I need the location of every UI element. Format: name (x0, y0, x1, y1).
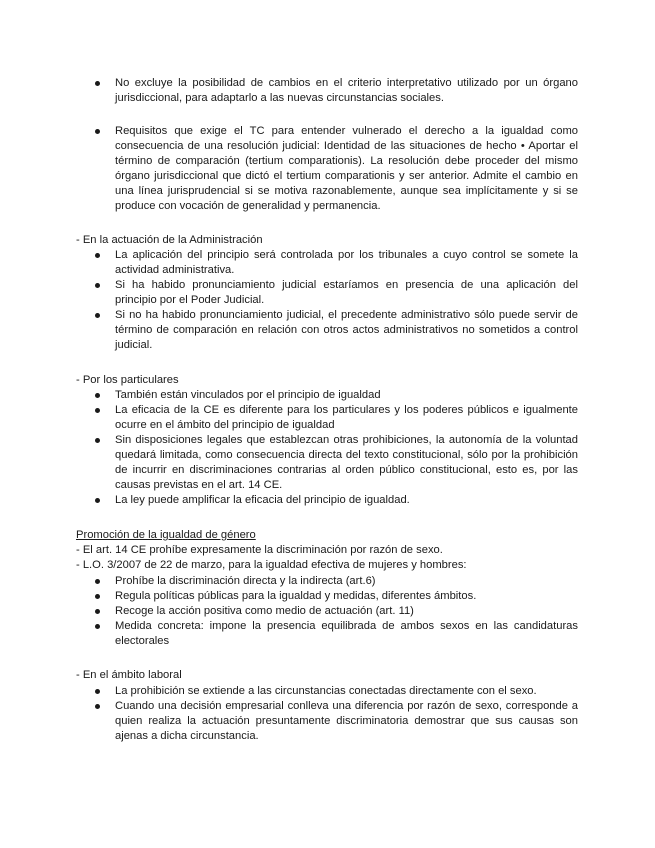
bullet-icon (95, 624, 100, 629)
genero-line-2: - L.O. 3/2007 de 22 de marzo, para la igualdad efectiva de mujeres y hombres: (76, 559, 467, 571)
list-item: Si no ha habido pronunciamiento judicial, el precedente administrativo sólo puede servir de término de comparación en relación con otros actos administrativos no sometidos a control judicial. (115, 308, 578, 353)
list-item: La prohibición se extiende a las circunstancias conectadas directamente con el sexo. (115, 684, 578, 699)
section-heading-particulares: - Por los particulares (76, 374, 179, 386)
list-item: También están vinculados por el principio de igualdad (115, 388, 578, 403)
bullet-icon (95, 283, 100, 288)
bullet-icon (95, 594, 100, 599)
bullet-icon (95, 579, 100, 584)
bullet-icon (95, 81, 100, 86)
bullet-icon (95, 438, 100, 443)
bullet-icon (95, 689, 100, 694)
administracion-list (0, 248, 655, 353)
list-item: Cuando una decisión empresarial conlleva una diferencia por razón de sexo, corresponde a quien realiza la actuación presuntamente discriminatoria demostrar que sus causas son ajenas a dicha circunstancia. (115, 699, 578, 744)
list-item: No excluye la posibilidad de cambios en el criterio interpretativo utilizado por un órgano jurisdiccional, para adaptarlo a las nuevas circunstancias sociales. (115, 76, 578, 106)
bullet-icon (95, 313, 100, 318)
top-bullet-1-block (0, 76, 655, 106)
bullet-icon (95, 498, 100, 503)
list-item: Prohíbe la discriminación directa y la indirecta (art.6) (115, 574, 578, 589)
list-item: La eficacia de la CE es diferente para los particulares y los poderes públicos e igualmente ocurre en el ámbito del principio de igualdad (115, 403, 578, 433)
section-heading-administracion: - En la actuación de la Administración (76, 234, 263, 246)
bullet-icon (95, 393, 100, 398)
top-bullet-2-block (0, 124, 655, 214)
bullet-icon (95, 129, 100, 134)
bullet-icon (95, 253, 100, 258)
list-item: Regula políticas públicas para la igualdad y medidas, diferentes ámbitos. (115, 589, 578, 604)
list-item: Sin disposiciones legales que establezcan otras prohibiciones, la autonomía de la voluntad quedará limitada, como consecuencia directa del texto constitucional, sólo por la prohibición de incurrir en discriminaciones contrarias al orden público constitucional, esto es, por las causas previstas en el art. 14 CE. (115, 433, 578, 493)
section-title-genero: Promoción de la igualdad de género (76, 529, 256, 541)
list-item: La ley puede amplificar la eficacia del principio de igualdad. (115, 493, 578, 508)
laboral-list (0, 684, 655, 744)
list-item: Recoge la acción positiva como medio de actuación (art. 11) (115, 604, 578, 619)
particulares-list (0, 388, 655, 508)
list-item: Requisitos que exige el TC para entender vulnerado el derecho a la igualdad como consecuencia de una resolución judicial: Identidad de las situaciones de hecho • Aportar el término de comparación (tertium comparationis). La resolución debe proceder del mismo órgano jurisdiccional que dictó el tertium comparationis y ser anterior. Admite el cambio en una línea jurisprudencial si se motiva razonablemente, aunque sea implícitamente y si se produce con vocación de generalidad y permanencia. (115, 124, 578, 214)
bullet-icon (95, 408, 100, 413)
list-item: La aplicación del principio será controlada por los tribunales a cuyo control se somete la actividad administrativa. (115, 248, 578, 278)
bullet-icon (95, 609, 100, 614)
list-item: Medida concreta: impone la presencia equilibrada de ambos sexos en las candidaturas electorales (115, 619, 578, 649)
genero-list (0, 574, 655, 649)
genero-line-1: - El art. 14 CE prohíbe expresamente la discriminación por razón de sexo. (76, 544, 443, 556)
list-item: Si ha habido pronunciamiento judicial estaríamos en presencia de una aplicación del principio por el Poder Judicial. (115, 278, 578, 308)
section-heading-laboral: - En el ámbito laboral (76, 669, 182, 681)
bullet-icon (95, 704, 100, 709)
